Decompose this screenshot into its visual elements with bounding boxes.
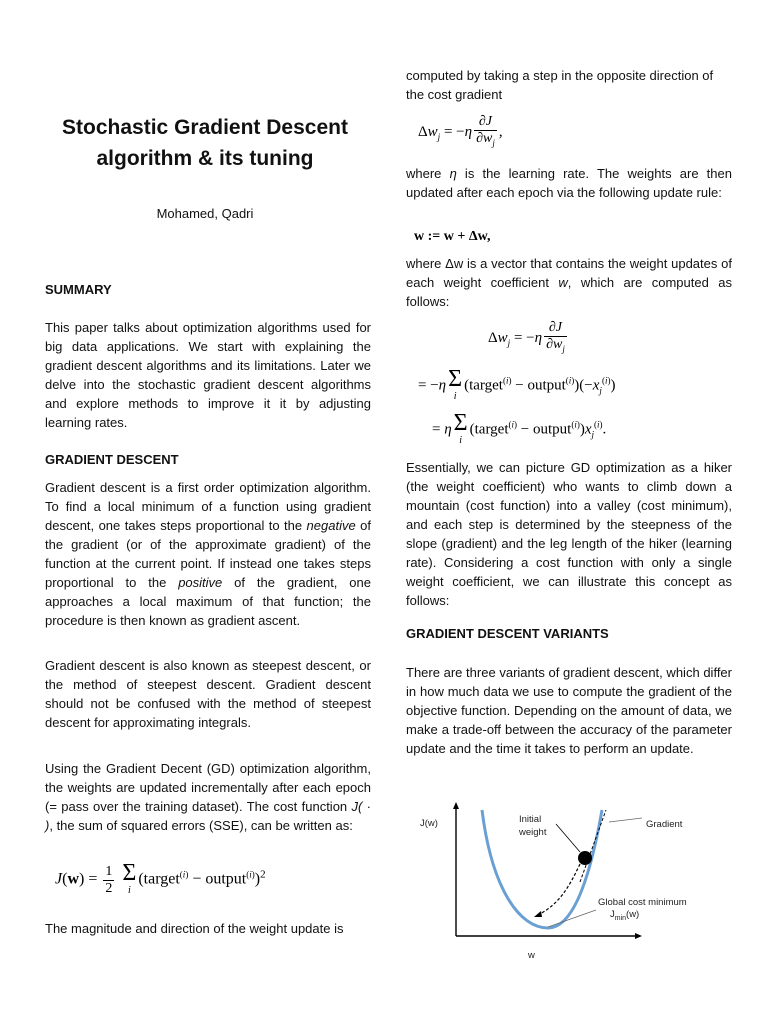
gd-p1-negative: negative (306, 518, 356, 533)
derivation-line-2: = −η Σ i (target$^{(i)}$ − $output^{(i)})(-x_j^{(i)})$ (418, 366, 616, 402)
gd-paragraph-4: The magnitude and direction of the weight update is (45, 921, 344, 936)
title-line-2: algorithm & its tuning (96, 147, 314, 170)
right-p3-w: w (558, 275, 568, 290)
right-paragraph-4: Essentially, we can picture GD optimization as a hiker (the weight coefficient) who wants to climb down a mountain (cost function) into a valley (cost minimum), and each step is determined by the steepness of the slope (gradient) and the leg length of the hiker (learning rate). Considering a cost function with only a single weight coefficient, we can illustrate this concept as follows: (406, 460, 732, 608)
gd-paragraph-1 (45, 478, 371, 630)
variants-heading: GRADIENT DESCENT VARIANTS (406, 626, 609, 641)
right-p3-text-a: where Δw is a vector that contains the weight updates of each weight coefficient (406, 256, 732, 290)
gradient-tangent-line (580, 810, 606, 882)
jmin-label (610, 909, 639, 922)
jmin-w: (w) (626, 909, 640, 920)
gradient-label: Gradient (646, 819, 683, 830)
right-p2-eta: η (449, 166, 457, 181)
y-axis-label: J(w) (420, 818, 438, 829)
gd-p3-func: J( · ) (45, 799, 371, 833)
gd-p3-text-a: Using the Gradient Decent (GD) optimization algorithm, the weights are updated incrementally after each epoch (= pass over the training dataset). The cost function (45, 761, 371, 814)
global-min-label: Global cost minimum (598, 897, 687, 908)
x-axis-label: w (528, 950, 535, 961)
gd-p1-text-b: of the gradient (or of the approximate gradient) of the function at the current point. If instead one takes steps proportional to the (45, 518, 371, 590)
initial-weight-leader-line (556, 824, 580, 852)
initial-weight-label-line-1: Initial (519, 814, 542, 825)
jmin-sub: min (614, 914, 627, 922)
right-p2-text-b: is the learning rate. The weights are then updated after each epoch via the following update rule: (406, 166, 732, 200)
gd-p1-positive: positive (178, 575, 223, 590)
update-rule-equation: w := w + Δw, (414, 229, 491, 244)
title-line-1: Stochastic Gradient Descent (62, 116, 348, 139)
gradient-descent-figure (420, 800, 720, 960)
gradient-descent-heading: GRADIENT DESCENT (45, 452, 179, 467)
right-paragraph-2 (406, 164, 732, 202)
right-p3-text-b: , which are computed as follows: (406, 275, 732, 309)
gd-paragraph-3 (45, 759, 371, 835)
initial-weight-ball (578, 851, 592, 865)
descent-arrowhead (534, 911, 542, 917)
gd-paragraph-2: Gradient descent is also known as steepest descent, or the method of steepest descent. Gradient descent should not be confused with the method of steepest descent for approximating integrals. (45, 658, 371, 730)
gradient-leader-line (609, 818, 642, 822)
summary-heading: SUMMARY (45, 282, 112, 297)
right-p2-text-a: where (406, 166, 450, 181)
gd-p1-text-c: of the gradient, one approaches a local maximum of that function; the procedure is then known as gradient ascent. (45, 575, 371, 628)
variants-text: There are three variants of gradient descent, which differ in how much data we use to compute the gradient of the objective function. Depending on the amount of data, we make a trade-off between the accuracy of the parameter update and the time it takes to perform an update. (406, 665, 732, 756)
derivation-line-3: = η Σ i (target$^{(i)}$ − $output^{(i)})x_j^{(i)}$. (432, 410, 607, 446)
right-paragraph-1: computed by taking a step in the opposite direction of the cost gradient (406, 68, 714, 102)
gd-p3-text-b: , the sum of squared errors (SSE), can be written as: (49, 818, 353, 833)
delta-w-equation: $\Delta w_j = -\eta$ $\frac{\partial J}{\partial w_j}$ , (418, 114, 503, 148)
right-paragraph-3 (406, 254, 732, 311)
initial-weight-label (519, 813, 546, 839)
jmin-j: J (610, 909, 615, 920)
x-axis-arrowhead (635, 933, 642, 939)
y-axis-arrowhead (453, 802, 459, 809)
gd-p1-text-a: Gradient descent is a first order optimization algorithm. To find a local minimum of a function using gradient descent, one takes steps proportional to the (45, 480, 371, 533)
derivation-line-1: $\Delta w_j = -\eta$ $\frac{\partial J}{\partial w_j}$ (488, 320, 565, 354)
initial-weight-label-line-2: weight (519, 827, 547, 838)
sse-equation: J(w) = $\frac{1}{2}$ Σ i (target$^{(i)}$ − output$^{(i)}$)$^2$ (55, 860, 266, 896)
author: Mohamed, Qadri (156, 206, 254, 221)
paper-title (40, 112, 370, 174)
summary-text: This paper talks about optimization algorithms used for big data applications. We start with explaining the gradient descent algorithms and its limitations. Later we delve into the stochastic gradient descent algorithms and explore methods to improve it it by adjusting learning rates. (45, 320, 371, 430)
